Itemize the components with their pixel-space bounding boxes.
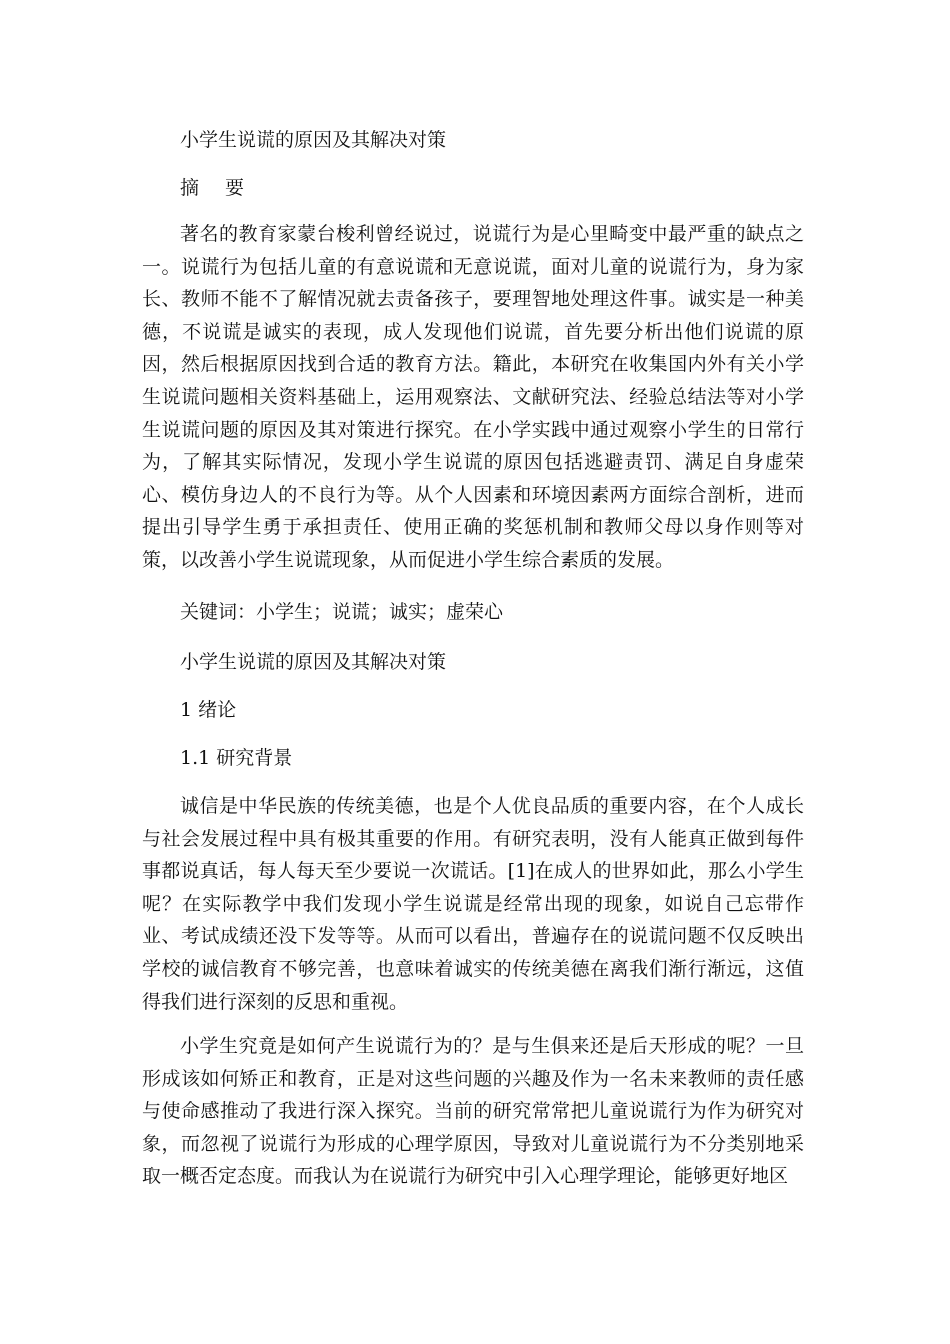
body-paragraph-1: 诚信是中华民族的传统美德，也是个人优良品质的重要内容，在个人成长与社会发展过程中具有极其重要的作用。有研究表明，没有人能真正做到每件事都说真话，每人每天至少要说一次谎话。[1]在成人的世界如此，那么小学生呢？在实际教学中我们发现小学生说谎是经常出现的现象，如说自己忘带作业、考试成绩还没下发等等。从而可以看出，普遍存在的说谎问题不仅反映出学校的诚信教育不够完善，也意味着诚实的传统美德在离我们渐行渐远，这值得我们进行深刻的反思和重视。 <box>142 795 804 1013</box>
document-title: 小学生说谎的原因及其解决对策 <box>180 129 447 151</box>
abstract-heading: 摘 要 <box>180 177 255 199</box>
abstract-paragraph: 著名的教育家蒙台梭利曾经说过，说谎行为是心里畸变中最严重的缺点之一。说谎行为包括儿童的有意说谎和无意说谎，面对儿童的说谎行为，身为家长、教师不能不了解情况就去责备孩子，要理智地处理这件事。诚实是一种美德，不说谎是诚实的表现，成人发现他们说谎，首先要分析出他们说谎的原因，然后根据原因找到合适的教育方法。籍此，本研究在收集国内外有关小学生说谎问题相关资料基础上，运用观察法、文献研究法、经验总结法等对小学生说谎问题的原因及其对策进行探究。在小学实践中通过观察小学生的日常行为，了解其实际情况，发现小学生说谎的原因包括逃避责罚、满足自身虚荣心、模仿身边人的不良行为等。从个人因素和环境因素两方面综合剖析，进而提出引导学生勇于承担责任、使用正确的奖惩机制和教师父母以身作则等对策，以改善小学生说谎现象，从而促进小学生综合素质的发展。 <box>142 223 804 571</box>
body-title: 小学生说谎的原因及其解决对策 <box>180 651 447 673</box>
chapter-heading: 1 绪论 <box>180 699 237 721</box>
keywords-line: 关键词：小学生；说谎；诚实；虚荣心 <box>180 601 504 623</box>
section-heading: 1.1 研究背景 <box>180 747 293 769</box>
body-paragraph-2: 小学生究竟是如何产生说谎行为的？是与生俱来还是后天形成的呢？一旦形成该如何矫正和教育，正是对这些问题的兴趣及作为一名未来教师的责任感与使命感推动了我进行深入探究。当前的研究常常把儿童说谎行为作为研究对象，而忽视了说谎行为形成的心理学原因，导致对儿童说谎行为不分类别地采取一概否定态度。而我认为在说谎行为研究中引入心理学理论，能够更好地区 <box>142 1035 804 1188</box>
